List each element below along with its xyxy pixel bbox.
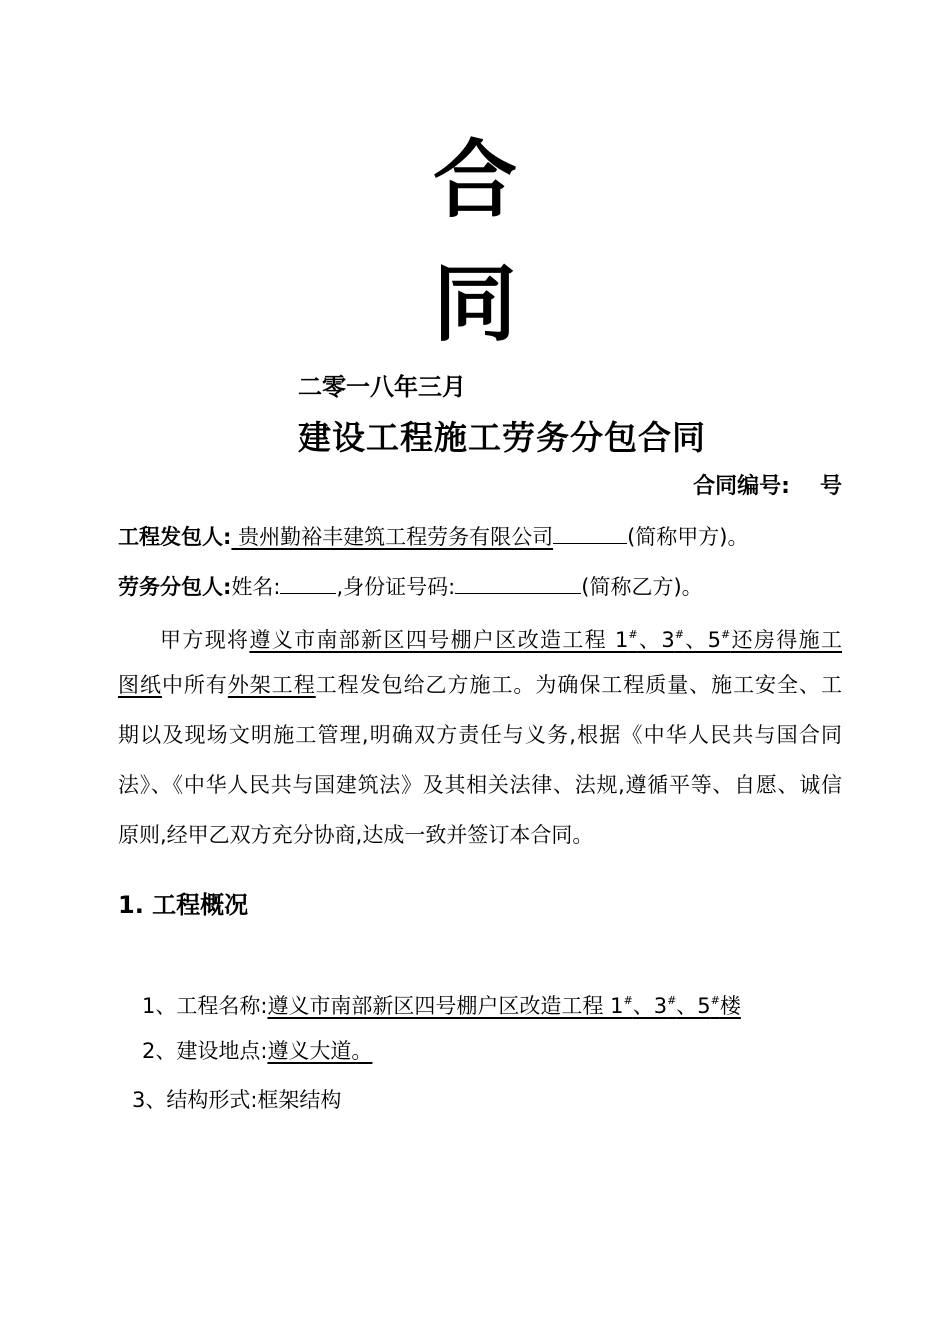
- project-name-part: 、3: [637, 628, 675, 652]
- project-name-part: 、5: [683, 628, 722, 652]
- project-name-part: 遵义市南部新区四号棚户区改造工程 1: [249, 628, 629, 652]
- item-value-part: 遵义市南部新区四号棚户区改造工程 1: [267, 994, 624, 1018]
- contract-number-label: 合同编号:: [693, 474, 790, 499]
- building-mark: #: [667, 994, 677, 1007]
- intro-line-1: [118, 610, 842, 665]
- project-name-part: 还房得施工: [730, 628, 842, 652]
- intro-line-5: 原则,经甲乙双方充分协商,达成一致并签订本合同。: [118, 823, 594, 847]
- page-title: 建设工程施工劳务分包合同: [298, 418, 706, 457]
- party-b-name-blank: [280, 573, 336, 594]
- party-a-name: 贵州勤裕丰建筑工程劳务有限公司: [231, 525, 554, 549]
- intro-line-3: 期以及现场文明施工管理,明确双方责任与义务,根据《中华人民共与国合同: [118, 723, 842, 747]
- item-location-value: 遵义大道。: [267, 1039, 373, 1063]
- contract-number-suffix: 号: [819, 474, 842, 499]
- contract-number: [693, 471, 842, 503]
- project-name-link: [249, 628, 842, 652]
- intro-text: 工程发包给乙方施工。为确保工程质量、施工安全、工: [315, 673, 842, 697]
- intro-line-4: 法》、《中华人民共与国建筑法》及其相关法律、法规,遵循平等、自愿、诚信: [118, 773, 842, 797]
- intro-text: 甲方现将: [160, 628, 250, 652]
- item-value-part: 、5: [676, 994, 711, 1018]
- party-b-id-label: ,身份证号码:: [336, 575, 456, 599]
- building-mark: #: [721, 628, 731, 641]
- item-location: [142, 1035, 372, 1067]
- building-mark: #: [623, 994, 633, 1007]
- item-project-name: [142, 985, 741, 1022]
- intro-line-2: [118, 660, 842, 710]
- party-b-name-label: 姓名:: [231, 575, 281, 599]
- item-structure: 3、结构形式:框架结构: [132, 1088, 342, 1112]
- party-b-id-blank: [455, 573, 581, 594]
- party-a-label: 工程发包人:: [118, 525, 232, 549]
- intro-text: 中所有: [161, 673, 228, 697]
- section-heading-overview: 1. 工程概况: [118, 891, 249, 919]
- building-mark: #: [674, 628, 684, 641]
- party-b-line: [118, 571, 703, 603]
- item-label: 2、建设地点:: [142, 1039, 268, 1063]
- item-label: 1、工程名称:: [142, 994, 268, 1018]
- item-value-part: 楼: [719, 994, 741, 1018]
- contract-date: 二零一八年三月: [298, 373, 466, 401]
- building-mark: #: [710, 994, 720, 1007]
- item-project-name-value: [267, 994, 740, 1018]
- party-a-suffix: (简称甲方)。: [627, 525, 749, 549]
- party-b-suffix: (简称乙方)。: [581, 575, 703, 599]
- party-b-label: 劳务分包人:: [118, 575, 232, 599]
- building-mark: #: [628, 628, 638, 641]
- party-a-blank: [553, 523, 627, 544]
- item-value-part: 、3: [632, 994, 668, 1018]
- cover-char-2: 同: [432, 255, 517, 353]
- party-a-line: [118, 521, 748, 553]
- drawings-term: 图纸: [118, 673, 162, 697]
- cover-char-1: 合: [432, 131, 517, 229]
- scope-term: 外架工程: [227, 673, 316, 697]
